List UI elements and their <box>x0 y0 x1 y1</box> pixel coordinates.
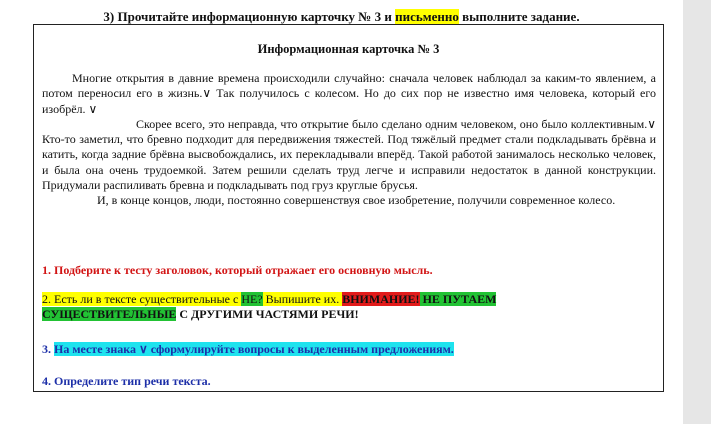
task-2-text: 2. Есть ли в тексте существительные с <box>42 292 242 306</box>
task-2-ne: НЕ? <box>241 292 263 306</box>
task-2-ne-putaem: НЕ ПУТАЕМ <box>419 292 497 306</box>
paragraph-2: Скорее всего, это неправда, что открытие было сделано одним человеком, оно было коллективным.∨ Кто-то заметил, что бревно подходит для передвижения тяжестей. Под тяжёлый предмет стали подкладывать брёвна и катить, когда задние брёвна высвобождались, их перекладывали вперёд. Такой работой занималось несколько человек, и была она очень трудоемкой. Затем решили сделать труд легче и исправили недостаток в данной конструкции. Придумали распиливать бревна и подкладывать под груз круглые брусья. <box>42 116 656 193</box>
task-4: 4. Определите тип речи текста. <box>42 374 211 388</box>
task-3-number: 3. <box>42 342 54 356</box>
paragraph-3: И, в конце концов, люди, постоянно совершенствуя свое изобретение, получили современное колесо. <box>97 193 616 208</box>
paragraph-1: Многие открытия в давние времена происходили случайно: сначала человек наблюдал за каким-то явлением, а потом переносил его в жизнь.∨ Так получилось с колесом. Но до сих пор не известно имя человека, который его изобрёл. ∨ <box>42 71 656 116</box>
task-2-attention: ВНИМАНИЕ! <box>342 292 420 306</box>
card-text <box>42 71 656 209</box>
task-3-text: На месте знака ∨ сформулируйте вопросы к выделенным предложениям. <box>54 342 454 356</box>
header-highlight: письменно <box>395 9 459 24</box>
task-2-extract: Выпишите их. <box>262 292 343 306</box>
task-1: 1. Подберите к тесту заголовок, который отражает его основную мысль. <box>42 263 433 277</box>
card-title: Информационная карточка № 3 <box>257 42 440 56</box>
header-prefix: 3) Прочитайте информационную карточку № 3 и <box>103 9 396 24</box>
assignment-header <box>0 9 683 25</box>
task-2-rest: С ДРУГИМИ ЧАСТЯМИ РЕЧИ! <box>176 307 359 321</box>
task-2-line-2 <box>42 307 359 322</box>
info-card <box>33 24 664 392</box>
right-sidebar <box>683 0 711 424</box>
task-2-line-1 <box>42 292 496 307</box>
task-2-nouns: СУЩЕСТВИТЕЛЬНЫЕ <box>42 307 177 321</box>
task-3 <box>42 342 454 357</box>
header-suffix: выполните задание. <box>458 9 580 24</box>
